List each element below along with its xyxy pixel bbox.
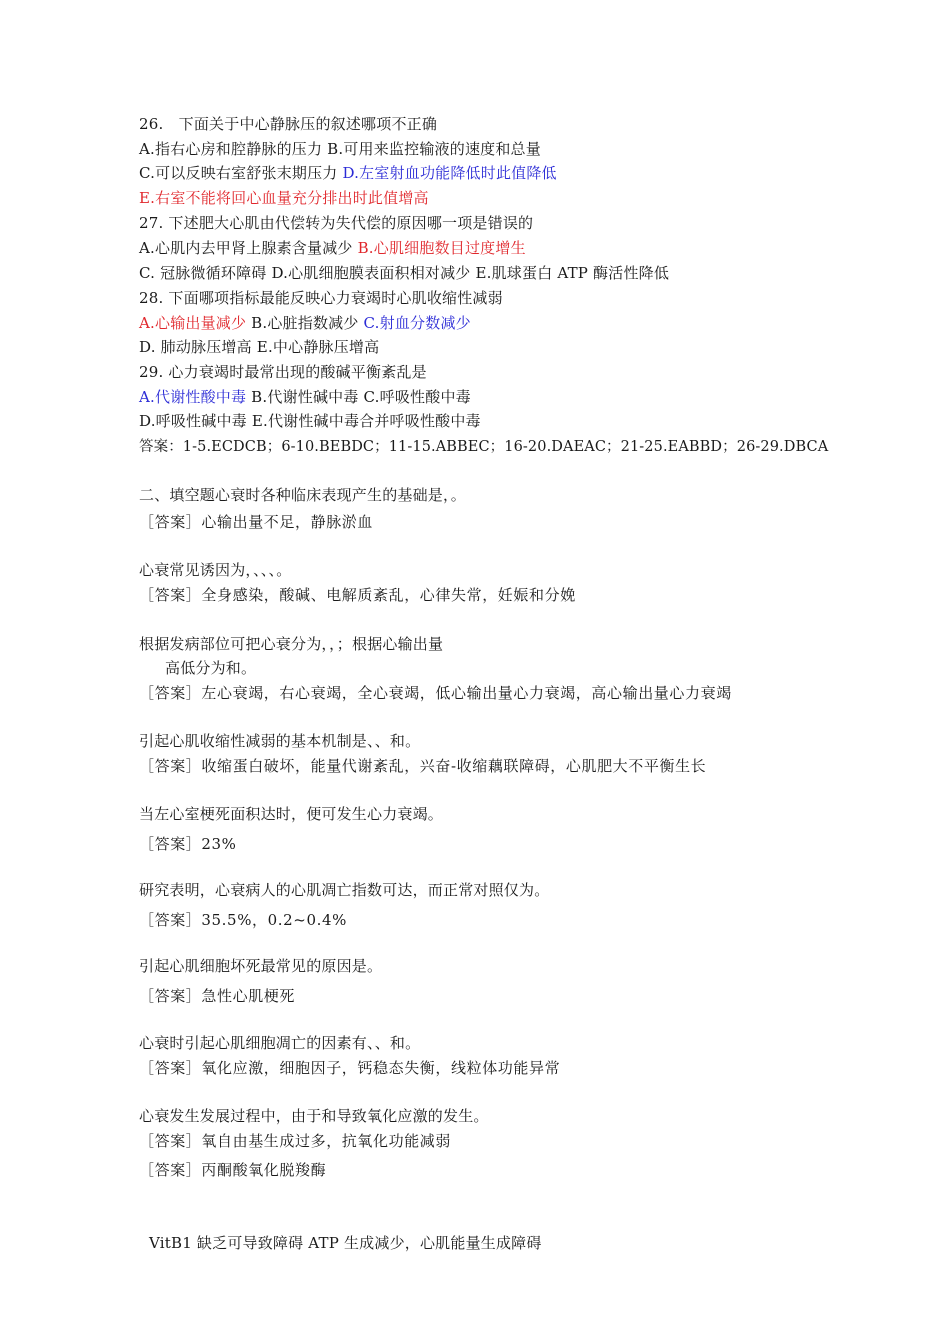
- vitb1-note-text: VitB1 缺乏可导致障碍 ATP 生成减少，心肌能量生成障碍: [149, 1234, 542, 1252]
- question-26-option-d: D.左室射血功能降低时此值降低: [342, 164, 557, 182]
- fill-answer-7: ［答案］急性心肌梗死: [139, 987, 296, 1005]
- fill-answer-1: ［答案］心输出量不足，静脉淤血: [139, 513, 374, 531]
- question-29-options-abc: [139, 387, 471, 407]
- question-26-option-e: E.右室不能将回心血量充分排出时此值增高: [139, 189, 429, 207]
- question-27-stem: 27. 下述肥大心肌由代偿转为失代偿的原因哪一项是错误的: [139, 214, 534, 232]
- answer-key: 答案：1-5.ECDCB；6-10.BEBDC；11-15.ABBEC；16-20.DAEAC；21-25.EABBD；26-29.DBCA: [139, 439, 829, 455]
- fill-answer-5: ［答案］23%: [139, 835, 237, 853]
- fill-question-3-continued: 高低分为和。: [165, 659, 257, 677]
- question-29-stem: 29. 心力衰竭时最常出现的酸碱平衡紊乱是: [139, 363, 427, 381]
- question-29-options-de: D.呼吸性碱中毒 E.代谢性碱中毒合并呼吸性酸中毒: [139, 412, 481, 430]
- question-28-option-c: C.射血分数减少: [363, 314, 471, 332]
- question-27-option-b: B.心肌细胞数目过度增生: [357, 239, 526, 257]
- fill-answer-3: ［答案］左心衰竭，右心衰竭，全心衰竭，低心输出量心力衰竭，高心输出量心力衰竭: [139, 684, 732, 702]
- question-26-stem: 26. 下面关于中心静脉压的叙述哪项不正确: [139, 115, 438, 133]
- question-27-options-ab: [139, 238, 526, 258]
- question-26-options-cd: [139, 163, 557, 183]
- fill-question-7: 引起心肌细胞坏死最常见的原因是。: [139, 957, 383, 975]
- question-28-option-a: A.心输出量减少: [139, 314, 247, 332]
- fill-question-4: 引起心肌收缩性减弱的基本机制是、、和。: [139, 732, 421, 750]
- fill-answer-4: ［答案］收缩蛋白破坏，能量代谢紊乱，兴奋-收缩藕联障碍，心肌肥大不平衡生长: [139, 757, 707, 775]
- question-27-option-a: A.心肌内去甲肾上腺素含量减少: [139, 239, 358, 257]
- fill-question-9: 心衰发生发展过程中，由于和导致氧化应激的发生。: [139, 1107, 489, 1125]
- fill-answer-9: ［答案］氧自由基生成过多，抗氧化功能减弱: [139, 1132, 452, 1150]
- question-29-option-a: A.代谢性酸中毒: [139, 388, 247, 406]
- question-27-options-cde: C. 冠脉微循环障碍 D.心肌细胞膜表面积相对减少 E.肌球蛋白 ATP 酶活性降低: [139, 264, 670, 282]
- fill-question-3: 根据发病部位可把心衰分为，，；根据心输出量: [139, 635, 444, 653]
- question-28-option-b: B.心脏指数减少: [246, 314, 364, 332]
- question-26-option-c: C.可以反映右室舒张末期压力: [139, 164, 343, 182]
- fill-question-6: 研究表明，心衰病人的心肌凋亡指数可达，而正常对照仅为。: [139, 881, 550, 899]
- fill-question-2: 心衰常见诱因为，、、、。: [139, 561, 292, 579]
- question-29-options-bc: B.代谢性碱中毒 C.呼吸性酸中毒: [246, 388, 471, 406]
- question-28-options-de: D. 肺动脉压增高 E.中心静脉压增高: [139, 338, 380, 356]
- question-26-options-ab: A.指右心房和腔静脉的压力 B.可用来监控输液的速度和总量: [139, 140, 541, 158]
- fill-question-1: 二、填空题心衰时各种临床表现产生的基础是，。: [139, 486, 466, 504]
- question-28-options-abc: [139, 313, 471, 333]
- question-28-stem: 28. 下面哪项指标最能反映心力衰竭时心肌收缩性减弱: [139, 289, 503, 307]
- fill-question-8: 心衰时引起心肌细胞凋亡的因素有、、和。: [139, 1034, 421, 1052]
- fill-question-5: 当左心室梗死面积达时，便可发生心力衰竭。: [139, 805, 444, 823]
- fill-answer-extra: ［答案］丙酮酸氧化脱羧酶: [139, 1161, 327, 1179]
- fill-answer-2: ［答案］全身感染，酸碱、电解质紊乱，心律失常，妊娠和分娩: [139, 586, 576, 604]
- fill-answer-8: ［答案］氧化应激，细胞因子，钙稳态失衡，线粒体功能异常: [139, 1059, 561, 1077]
- fill-answer-6: ［答案］35.5%，0.2~0.4%: [139, 911, 347, 929]
- vitb1-note: [149, 1233, 542, 1253]
